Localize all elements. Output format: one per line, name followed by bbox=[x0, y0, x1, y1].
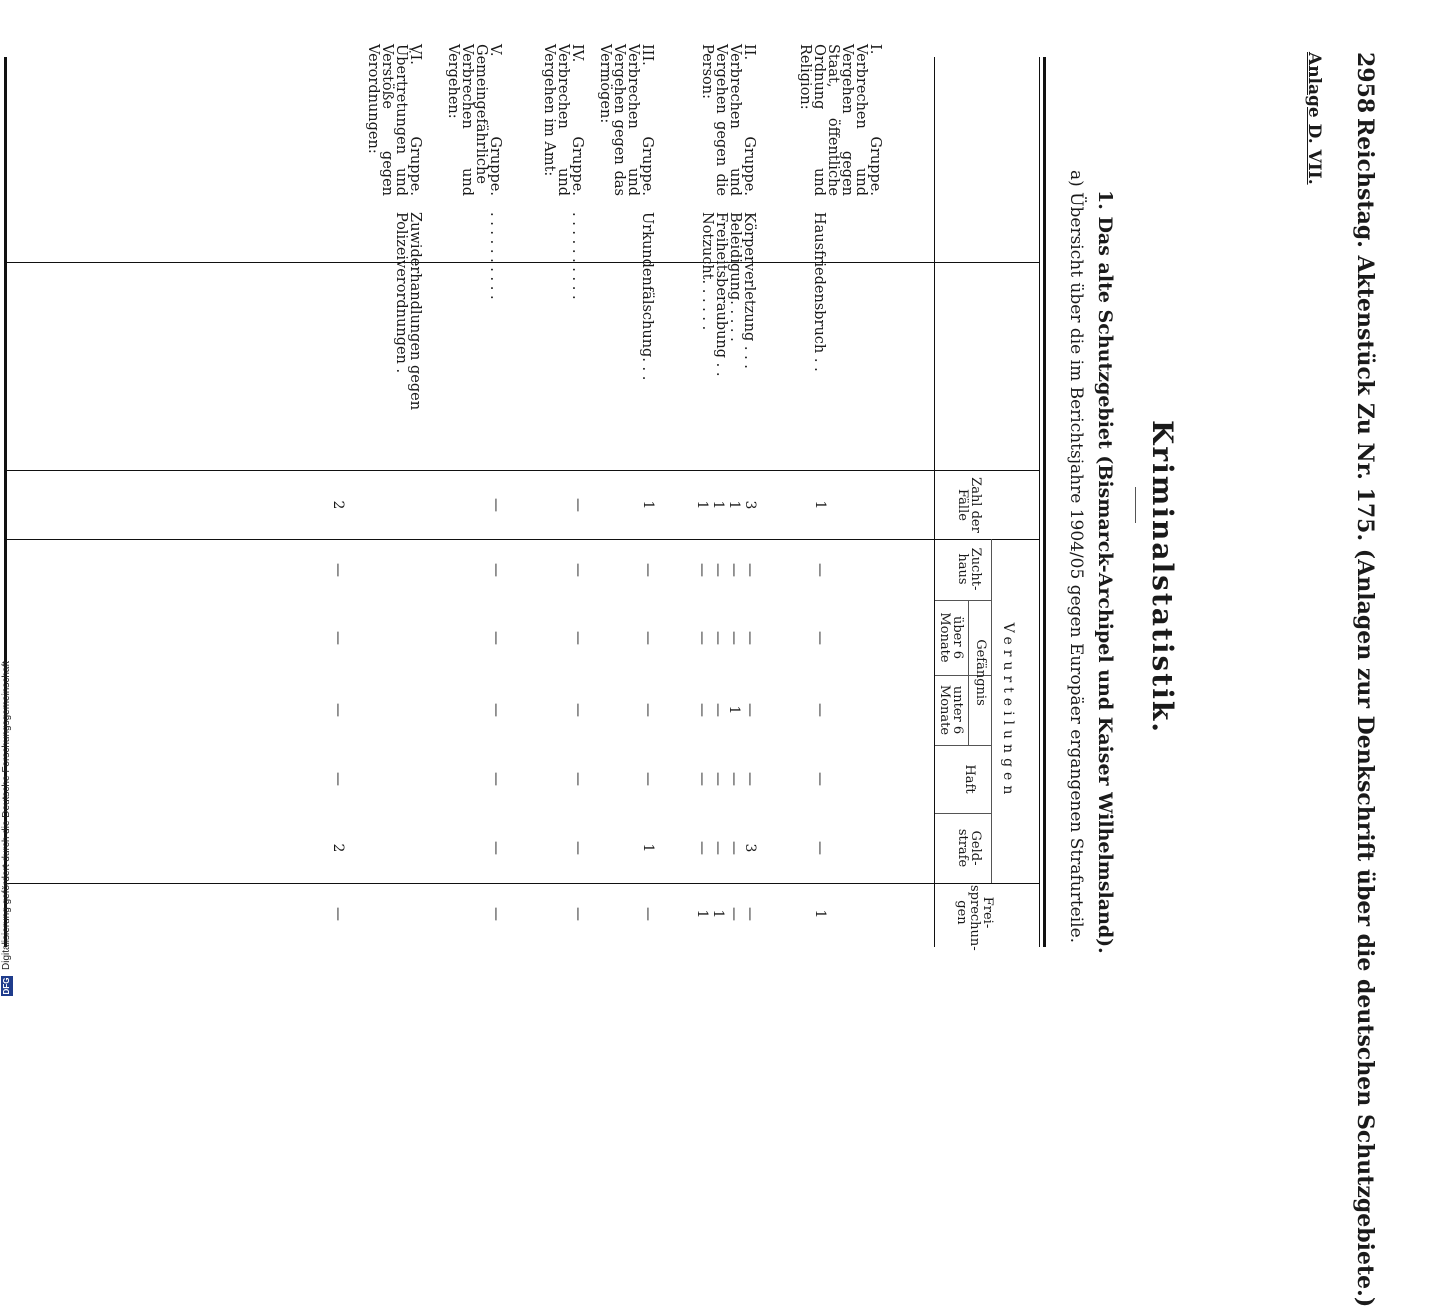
section-heading: 1. Das alte Schutzgebiet (Bismarck-Archipel und Kaiser Wilhelmsland). bbox=[1094, 190, 1116, 954]
cell-zahl-stack: 3 1 1 1 bbox=[694, 500, 758, 510]
cell-zahl: — bbox=[488, 498, 504, 512]
cell-haft: — bbox=[330, 772, 346, 786]
cell-geld: — bbox=[570, 841, 586, 855]
offense-names: Körperverletzung . . . Beleidigung. . . . . Freiheitsberaubung . . Notzucht. . . . . . bbox=[699, 212, 757, 377]
col-divider-group bbox=[7, 262, 1040, 263]
cell-gef-ueber: — bbox=[640, 631, 656, 645]
cell-frei: — bbox=[488, 907, 504, 921]
cell-haft: — bbox=[570, 772, 586, 786]
cell-gef-ueber: — bbox=[570, 631, 586, 645]
subsection-heading: a) Übersicht über die im Berichtsjahre 1904/05 gegen Europäer ergangenen Strafurteile. bbox=[1066, 170, 1086, 944]
header-verurteilungen: Verurteilungen bbox=[1000, 622, 1016, 800]
gefaengnis-rule bbox=[968, 600, 969, 745]
cell-zuchthaus: — bbox=[570, 563, 586, 577]
cell-geld-stack: 3 — — — bbox=[694, 841, 758, 855]
cell-gef-unter: — bbox=[330, 703, 346, 717]
cell-gef-ueber: — bbox=[330, 631, 346, 645]
cell-zahl: — bbox=[570, 498, 586, 512]
header-gef-ueber: über 6 Monate bbox=[937, 612, 965, 663]
cell-zuchthaus-stack: — — — — bbox=[694, 563, 758, 577]
cell-zuchthaus: — bbox=[330, 563, 346, 577]
cell-geld: — bbox=[488, 841, 504, 855]
cell-gef-ueber: — bbox=[488, 631, 504, 645]
header-zahl: Zahl der Fälle bbox=[955, 477, 983, 533]
cell-frei-stack: — — 1 1 bbox=[694, 907, 758, 921]
cell-zahl: 2 bbox=[330, 500, 346, 510]
col-divider-geld bbox=[7, 883, 1040, 884]
cell-zuchthaus: — bbox=[640, 563, 656, 577]
table-top-rule bbox=[1043, 57, 1046, 947]
group-label: III. Gruppe. Verbrechen und Vergehen gegen das Vermögen: bbox=[597, 44, 655, 196]
cell-zuchthaus: — bbox=[812, 563, 828, 577]
cell-haft: — bbox=[640, 772, 656, 786]
cell-gef-unter: — bbox=[640, 703, 656, 717]
header-zuchthaus: Zucht-haus bbox=[955, 547, 983, 591]
cell-haft: — bbox=[812, 772, 828, 786]
cell-zuchthaus: — bbox=[488, 563, 504, 577]
col-divider-offense bbox=[7, 470, 1040, 471]
cell-frei: — bbox=[640, 907, 656, 921]
group-label: I. Gruppe. Verbrechen und Vergehen gegen Staat, öffentliche Ordnung und Religion: bbox=[797, 44, 883, 196]
cell-zahl: 1 bbox=[812, 500, 828, 510]
footer-text: Digitalisierung gefördert durch die Deutsche Forschungsgemeinschaft bbox=[1, 660, 12, 970]
offense-name: . . . . . . . . . . bbox=[487, 212, 503, 300]
dfg-logo: DFG bbox=[2, 977, 11, 995]
cell-geld: 2 bbox=[330, 843, 346, 853]
digitization-footer bbox=[0, 0, 16, 1000]
cell-frei: 1 bbox=[812, 909, 828, 919]
running-head-page-number: 2958 bbox=[1352, 52, 1378, 114]
offense-name: Hausfriedensbruch . . bbox=[811, 212, 827, 372]
cell-gef-ueber-stack: — — — — bbox=[694, 631, 758, 645]
cell-gef-unter: — bbox=[812, 703, 828, 717]
verurteilungen-rule bbox=[991, 539, 992, 883]
group-label: V. Gruppe. Gemeingefährliche Verbrechen und Vergehen: bbox=[445, 44, 503, 196]
cell-gef-unter-stack: — 1 — — bbox=[694, 703, 758, 717]
offense-name: Zuwiderhandlungen gegen Polizeiverordnungen . bbox=[393, 212, 423, 411]
header-freisprechungen: Frei-sprechun-gen bbox=[954, 885, 995, 951]
cell-gef-unter: — bbox=[488, 703, 504, 717]
cell-geld: — bbox=[812, 841, 828, 855]
col-divider-gef-unter bbox=[935, 745, 992, 746]
header-geldstrafe: Geld-strafe bbox=[955, 828, 983, 868]
cell-zahl: 1 bbox=[640, 500, 656, 510]
header-haft: Haft bbox=[962, 764, 977, 794]
annex-label: Anlage D. VII. bbox=[1304, 52, 1324, 185]
cell-geld: 1 bbox=[640, 843, 656, 853]
running-head: Reichstag. Aktenstück Zu Nr. 175. (Anlagen zur Denkschrift über die deutschen Schutzgebiete.) bbox=[1352, 118, 1378, 1307]
title-rule bbox=[1135, 487, 1136, 523]
cell-gef-ueber: — bbox=[812, 631, 828, 645]
group-label: II. Gruppe. Verbrechen und Vergehen gegen die Person: bbox=[699, 44, 757, 196]
group-label: IV. Gruppe. Verbrechen und Vergehen im Amt: bbox=[541, 44, 585, 196]
header-gef-unter: unter 6 Monate bbox=[937, 684, 965, 736]
cell-gef-unter: — bbox=[570, 703, 586, 717]
col-divider-haft bbox=[935, 813, 992, 814]
col-divider-zahl bbox=[7, 539, 1040, 540]
cell-frei: — bbox=[330, 907, 346, 921]
offense-name: Urkundenfälschung. . . bbox=[639, 212, 655, 381]
header-gefaengnis: Gefängnis bbox=[973, 639, 988, 706]
cell-haft: — bbox=[488, 772, 504, 786]
page-title: Kriminalstatistik. bbox=[1146, 420, 1179, 735]
table-top-rule-inner bbox=[1039, 57, 1040, 947]
offense-name: . . . . . . . . . . bbox=[569, 212, 585, 300]
group-label: VI. Gruppe. Übertretungen und Verstöße gegen Verordnungen: bbox=[365, 44, 423, 196]
cell-frei: — bbox=[570, 907, 586, 921]
cell-haft-stack: — — — — bbox=[694, 772, 758, 786]
